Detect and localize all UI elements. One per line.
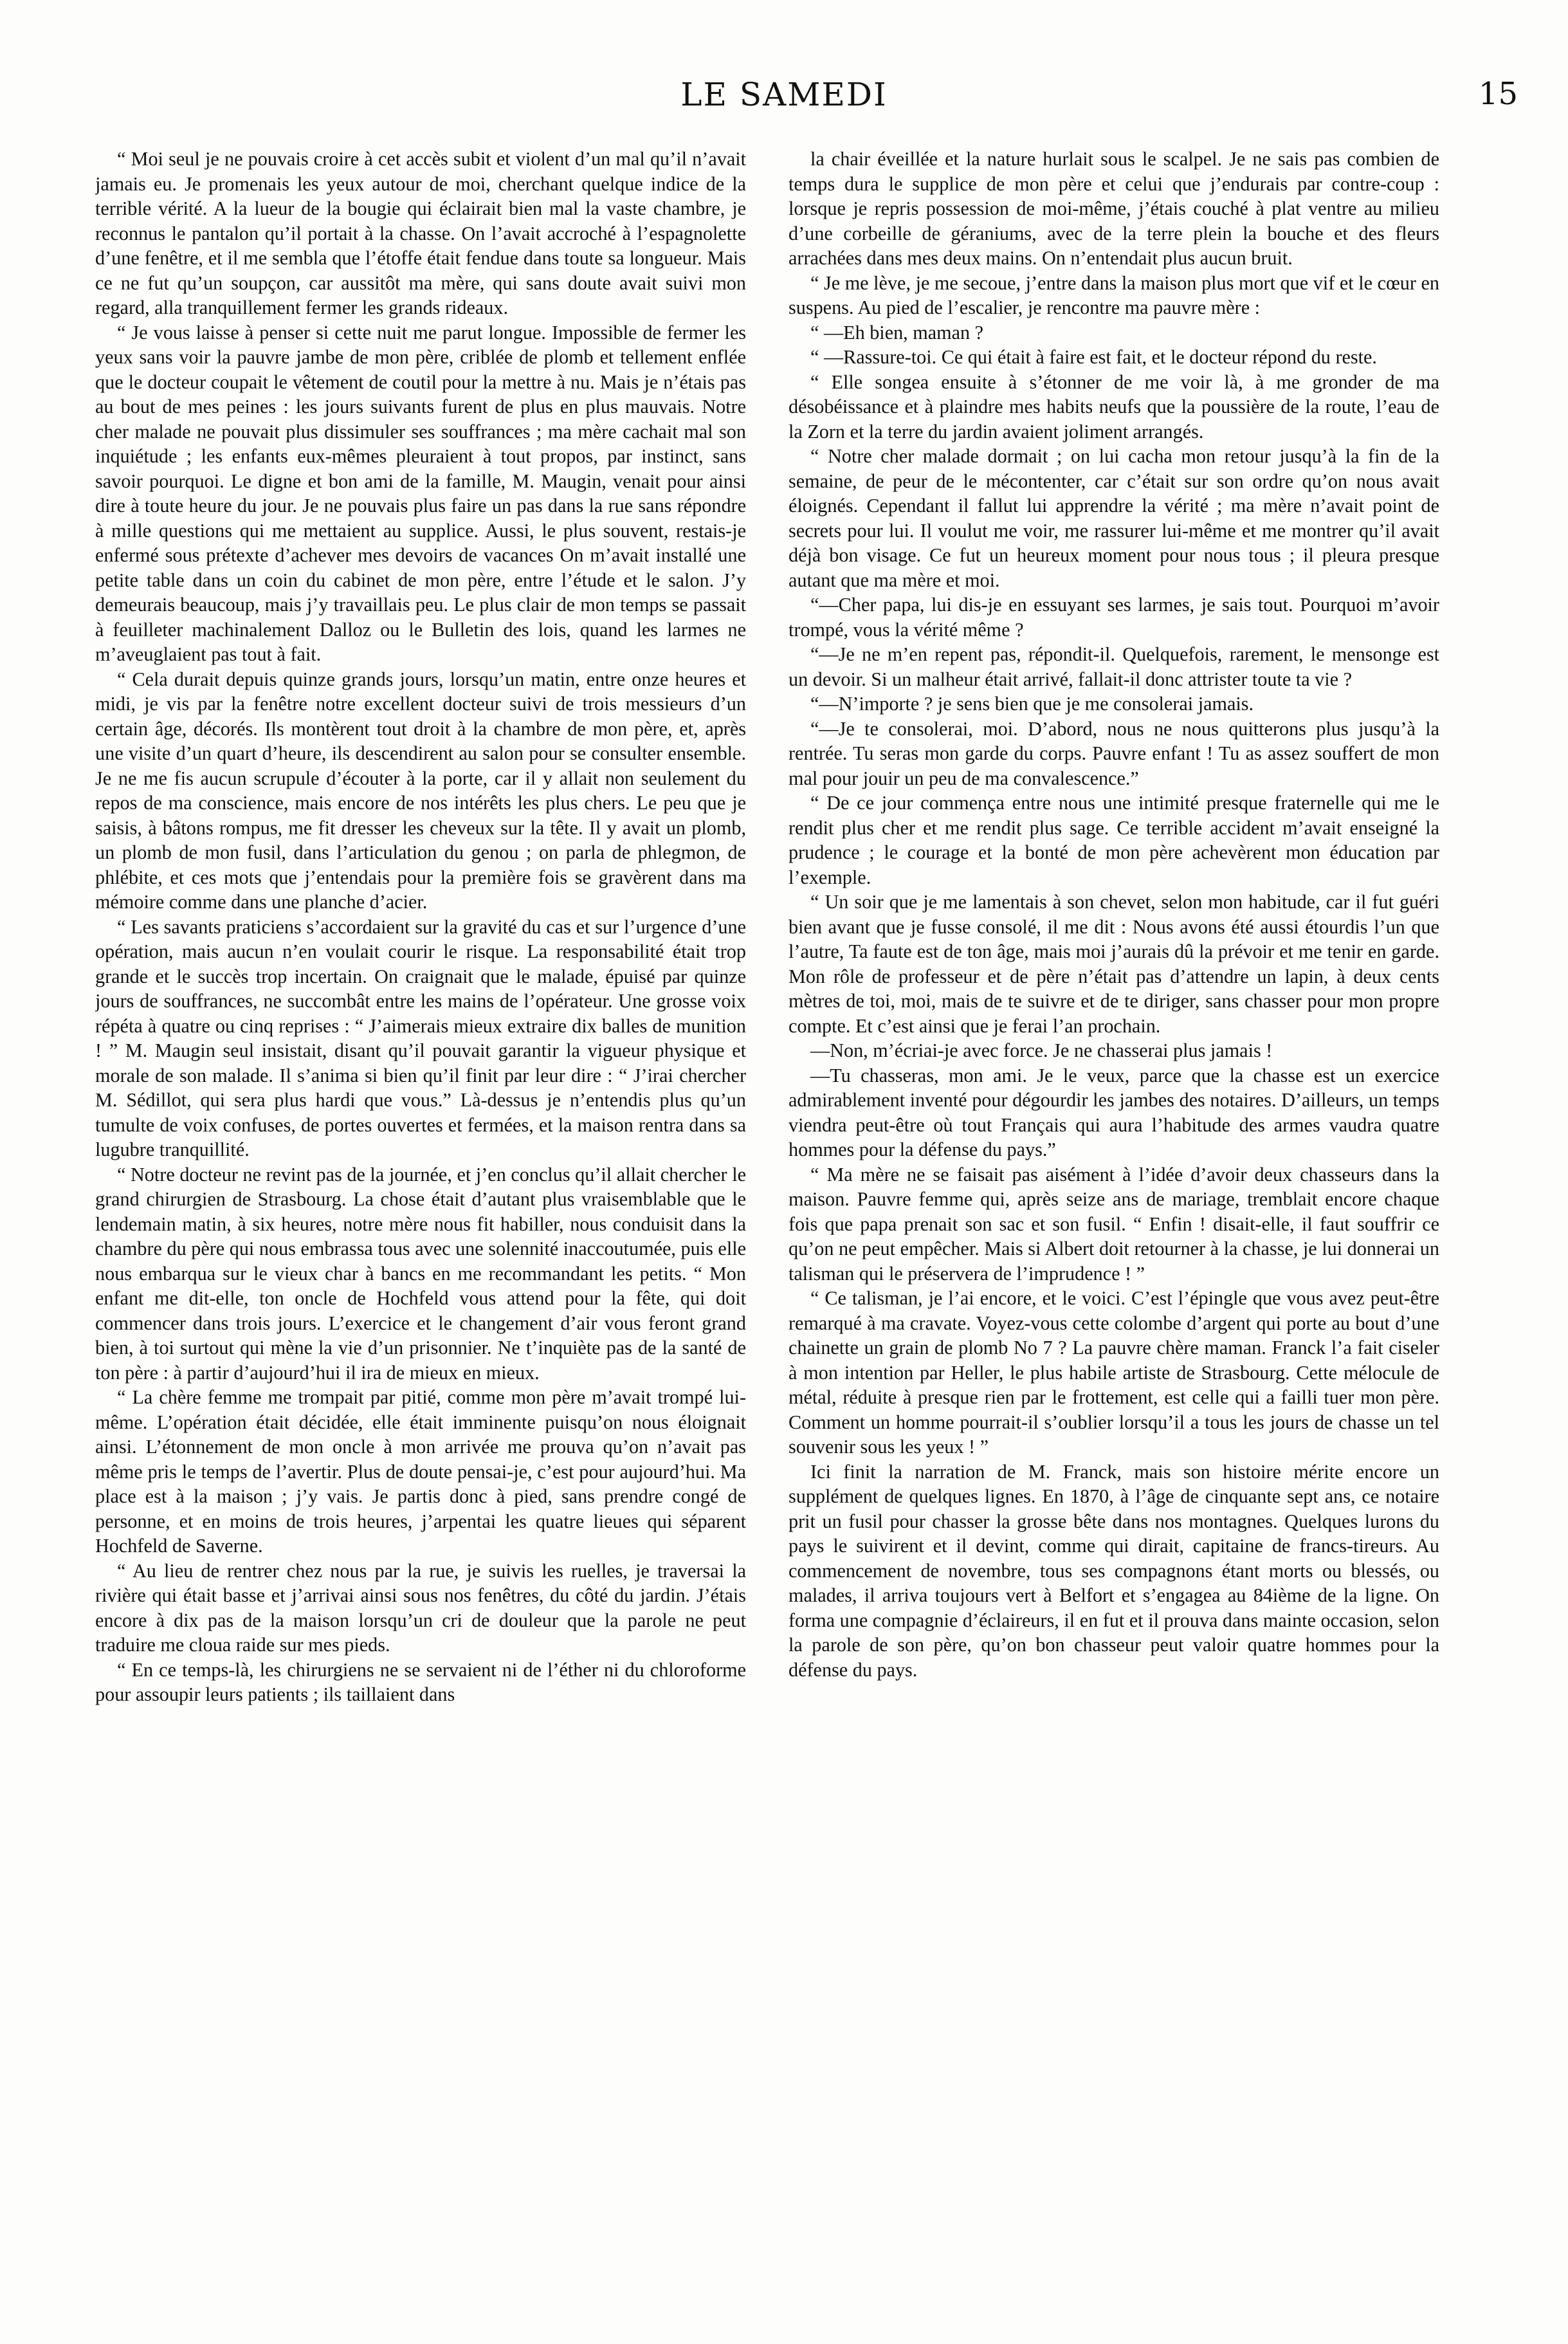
right-column xyxy=(789,147,1439,2314)
paragraph: “ —Rassure-toi. Ce qui était à faire est fait, et le docteur répond du reste. xyxy=(810,346,1377,368)
paragraph: “ Moi seul je ne pouvais croire à cet accès subit et violent d’un mal qu’il n’avait jamais eu. Je promenais les yeux autour de moi, cherchant quelque indice de la terrible vérité. A la lueur de la bougie qui éclairait bien mal la vaste chambre, je reconnus le pantalon qu’il portait à la chasse. On l’avait accroché à l’espagnolette d’une fenêtre, et il me sembla que l’étoffe était fendue dans toute sa longueur. Mais ce ne fut qu’un soupçon, car aussitôt ma mère, qui sans doute avait suivi mon regard, alla tranquillement fermer les grands rideaux. xyxy=(95,148,746,318)
paragraph: “ Un soir que je me lamentais à son chevet, selon mon habitude, car il fut guéri bien avant que je fusse consolé, il me dit : Nous avons été aussi étourdis l’un que l’autre, Ta faute est de ton âge, mais moi j’aurais dû la prévoir et me tenir en garde. Mon rôle de professeur et de père n’était pas d’attendre un lapin, à deux cents mètres de toi, moi, mais de te suivre et de te diriger, sans chasser pour mon propre compte. Et c’est ainsi que je ferai l’an prochain. xyxy=(789,891,1439,1037)
paragraph: “ Ce talisman, je l’ai encore, et le voici. C’est l’épingle que vous avez peut-être remarqué à ma cravate. Voyez-vous cette colombe d’argent qui porte au bout d’une chainette un grain de plomb No 7 ? La pauvre chère maman. Franck l’a fait ciseler à mon intention par Heller, le plus habile artiste de Strasbourg. Cette mélocule de métal, réduite à presque rien par le frottement, est celle qui a failli tuer mon père. Comment un homme pourrait-il s’oublier lorsqu’il a tous les jours de chasse un tel souvenir sous les yeux ! ” xyxy=(789,1287,1439,1458)
paragraph: “ Je vous laisse à penser si cette nuit me parut longue. Impossible de fermer les yeux sans voir la pauvre jambe de mon père, criblée de plomb et tellement enflée que le docteur coupait le vêtement de coutil pour la mettre à nu. Mais je n’étais pas au bout de mes peines : les jours suivants furent de plus en plus mauvais. Notre cher malade ne pouvait plus dissimuler ses souffrances ; ma mère cachait mal son inquiétude ; les enfants eux-mêmes pleuraient à tout propos, par instinct, sans savoir pourquoi. Le digne et bon ami de la famille, M. Maugin, venait pour ainsi dire à toute heure du jour. Je ne pouvais plus faire un pas dans la rue sans répondre à mille questions qui me mettaient au supplice. Aussi, le plus souvent, restais-je enfermé sous prétexte d’achever mes devoirs de vacances On m’avait installé une petite table dans un coin du cabinet de mon père, entre l’étude et le salon. J’y demeurais beaucoup, mais j’y travaillais peu. Le plus clair de mon temps se passait à feuilleter machinalement Dalloz ou le Bulletin des lois, quand les larmes ne m’aveuglaient pas tout à fait. xyxy=(95,321,746,665)
paragraph: “ Je me lève, je me secoue, j’entre dans la maison plus mort que vif et le cœur en suspens. Au pied de l’escalier, je rencontre ma pauvre mère : xyxy=(789,271,1439,318)
paragraph: la chair éveillée et la nature hurlait sous le scalpel. Je ne sais pas combien de temps dura le supplice de mon père et celui que j’endurais par contre-coup : lorsque je repris possession de moi-même, j’étais couché à plat ventre au milieu d’une corbeille de géraniums, avec de la terre plein la bouche et des fleurs arrachées dans mes deux mains. On n’entendait plus aucun bruit. xyxy=(789,148,1439,269)
paragraph: “ La chère femme me trompait par pitié, comme mon père m’avait trompé lui-même. L’opération était décidée, elle était imminente puisqu’on nous éloignait ainsi. L’étonnement de mon oncle à mon arrivée me prouva qu’on n’avait pas même pris le temps de l’avertir. Plus de doute pensai-je, c’est pour aujourd’hui. Ma place est à la maison ; j’y vais. Je partis donc à pied, sans prendre congé de personne, et en moins de trois heures, j’arpentai les quatre lieues qui séparent Hochfeld de Saverne. xyxy=(95,1386,746,1557)
paragraph: “—Cher papa, lui dis-je en essuyant ses larmes, je sais tout. Pourquoi m’avoir trompé, vous la vérité même ? xyxy=(789,594,1439,641)
paragraph: “—N’importe ? je sens bien que je me consolerai jamais. xyxy=(810,693,1254,715)
left-column xyxy=(95,147,746,2314)
paragraph: —Non, m’écriai-je avec force. Je ne chasserai plus jamais ! xyxy=(810,1039,1273,1061)
running-title: LE SAMEDI xyxy=(680,76,888,113)
paragraph: “ Les savants praticiens s’accordaient sur la gravité du cas et sur l’urgence d’une opération, mais aucun n’en voulait courir le risque. La responsabilité était trop grande et le succès trop incertain. On craignait que le malade, épuisé par quinze jours de souffrances, ne succombât entre les mains de l’opérateur. Une grosse voix répéta à quatre ou cinq reprises : “ J’aimerais mieux extraire dix balles de munition ! ” M. Maugin seul insistait, disant qu’il pouvait garantir la vigueur physique et morale de son malade. Il s’anima si bien qu’il finit par leur dire : “ J’irai chercher M. Sédillot, qui sera plus hardi que vous.” Là-dessus je n’entendis plus qu’un tumulte de voix confuses, de portes ouvertes et fermées, et la maison rentra dans sa lugubre tranquillité. xyxy=(95,915,746,1160)
paragraph: “ Elle songea ensuite à s’étonner de me voir là, à me gronder de ma désobéissance et à plaindre mes habits neufs que la poussière de la route, l’eau de la Zorn et la terre du jardin avaient joliment arrangés. xyxy=(789,371,1439,443)
paragraph: “ Ma mère ne se faisait pas aisément à l’idée d’avoir deux chasseurs dans la maison. Pauvre femme qui, après seize ans de mariage, tremblait encore chaque fois que papa prenait son sac et son fusil. “ Enfin ! disait-elle, il faut souffrir ce qu’on ne peut empêcher. Mais si Albert doit retourner à la chasse, je lui donnerai un talisman qui le préservera de l’imprudence ! ” xyxy=(789,1163,1439,1285)
paragraph: “ —Eh bien, maman ? xyxy=(810,321,984,343)
paragraph: “ Cela durait depuis quinze grands jours, lorsqu’un matin, entre onze heures et midi, je vis par la fenêtre notre excellent docteur suivi de trois messieurs d’un certain âge, décorés. Ils montèrent tout droit à la chambre de mon père, et, après une visite d’un quart d’heure, ils descendirent au salon pour se consulter ensemble. Je ne me fis aucun scrupule d’écouter à la porte, car il y allait non seulement du repos de ma conscience, mais encore de nos intérêts les plus chers. Le peu que je saisis, à bâtons rompus, me fit dresser les cheveux sur la tête. Il y avait un plomb, un plomb de mon fusil, dans l’articulation du genou ; on parla de phlegmon, de phlébite, et ces mots que j’entendais pour la première fois se gravèrent dans ma mémoire comme dans une planche d’acier. xyxy=(95,668,746,913)
paragraph: —Tu chasseras, mon ami. Je le veux, parce que la chasse est un exercice admirablement inventé pour dégourdir les jambes des notaires. D’ailleurs, un temps viendra peut-être où tout Français qui aura l’habitude des armes vaudra quatre hommes pour la défense du pays.” xyxy=(789,1064,1439,1160)
paragraph: Ici finit la narration de M. Franck, mais son histoire mérite encore un supplément de quelques lignes. En 1870, à l’âge de cinquante sept ans, ce notaire prit un fusil pour chasser la grosse bête dans nos montagnes. Quelques lurons du pays le suivirent et il devint, comme qui dirait, capitaine de francs-tireurs. Au commencement de novembre, tous ses compagnons étant morts ou blessés, ou malades, il arriva toujours vert à Belfort et s’engagea au 84ième de la ligne. On forma une compagnie d’éclaireurs, il en fut et il prouva dans mainte occasion, selon la parole de son père, qu’on bon chasseur peut valoir quatre hommes pour la défense du pays. xyxy=(789,1460,1439,1681)
paragraph: “ Notre cher malade dormait ; on lui cacha mon retour jusqu’à la fin de la semaine, de peur de le mécontenter, car c’était sur son ordre qu’on nous avait éloignés. Cependant il fallut lui apprendre la vérité ; ma mère n’avait point de secrets pour lui. Il voulut me voir, me rassurer lui-même et me montrer qu’il avait déjà bon visage. Ce fut un heureux moment pour nous tous ; il pleura presque autant que ma mère et moi. xyxy=(789,445,1439,591)
paragraph: “ Notre docteur ne revint pas de la journée, et j’en conclus qu’il allait chercher le grand chirurgien de Strasbourg. La chose était d’autant plus vraisemblable que le lendemain matin, à six heures, notre mère nous fit habiller, nous conduisit dans la chambre du père qui nous embrassa tous avec une solennité inaccoutumée, puis elle nous embarqua sur le vieux char à bancs en me recommandant les petits. “ Mon enfant me dit-elle, ton oncle de Hochfeld vous attend pour la fête, qui doit commencer dans trois jours. L’exercice et le changement d’air vous feront grand bien, à toi surtout qui mène la vie d’un prisonnier. Ne t’inquiète pas de la santé de ton père : à partir d’aujourd’hui il ira de mieux en mieux. xyxy=(95,1163,746,1384)
paragraph: “ Au lieu de rentrer chez nous par la rue, je suivis les ruelles, je traversai la rivière qui était basse et j’arrivai ainsi sous nos fenêtres, du côté du jardin. J’étais encore à dix pas de la maison lorsqu’un cri de douleur que la parole ne peut traduire me cloua raide sur mes pieds. xyxy=(95,1559,746,1656)
paragraph: “—Je te consolerai, moi. D’abord, nous ne nous quitterons plus jusqu’à la rentrée. Tu seras mon garde du corps. Pauvre enfant ! Tu as assez souffert de mon mal pour jouir un peu de ma convalescence.” xyxy=(789,717,1439,789)
paragraph: “ En ce temps-là, les chirurgiens ne se servaient ni de l’éther ni du chloroforme pour assoupir leurs patients ; ils taillaient dans xyxy=(95,1658,746,1705)
page-header xyxy=(0,0,1568,148)
page-number: 15 xyxy=(1478,76,1518,112)
paragraph: “—Je ne m’en repent pas, répondit-il. Quelquefois, rarement, le mensonge est un devoir. Si un malheur était arrivé, fallait-il donc attrister toute ta vie ? xyxy=(789,643,1439,690)
paragraph: “ De ce jour commença entre nous une intimité presque fraternelle qui me le rendit plus cher et me rendit plus sage. Ce terrible accident m’avait enseigné la prudence ; le courage et la bonté de mon père achevèrent mon éducation par l’exemple. xyxy=(789,792,1439,888)
